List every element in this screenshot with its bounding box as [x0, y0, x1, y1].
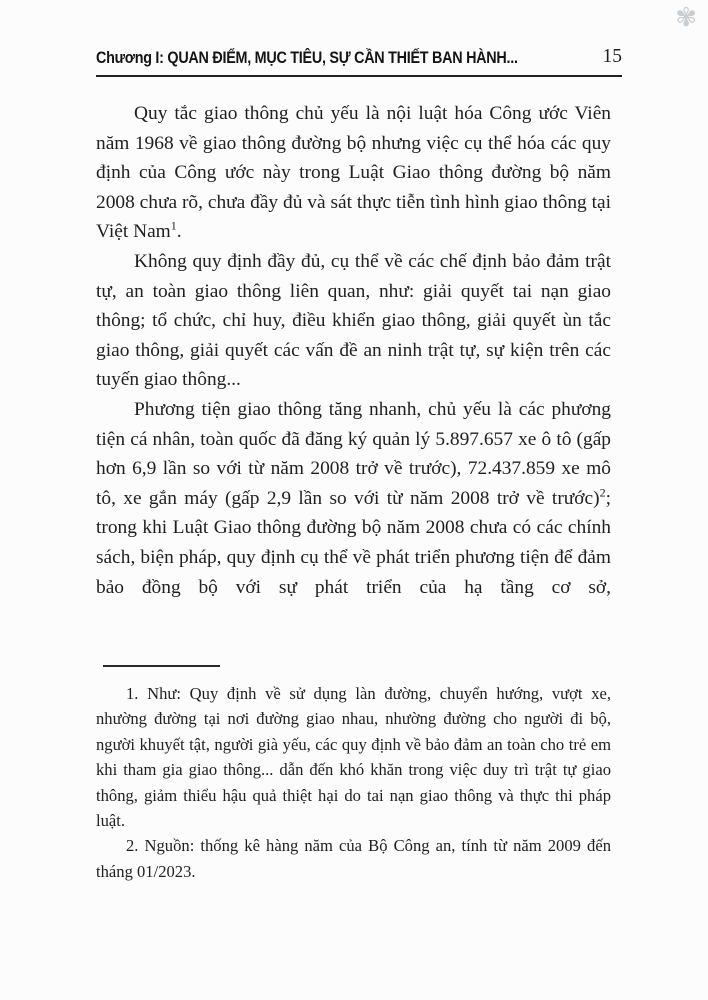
footnote-2: 2. Nguồn: thống kê hàng năm của Bộ Công an, tính từ năm 2009 đến tháng 01/2023.	[96, 836, 611, 881]
paragraph-2	[96, 247, 611, 395]
paragraph-2-text: Không quy định đầy đủ, cụ thể về các chế định bảo đảm trật tự, an toàn giao thông liên quan, như: giải quyết tai nạn giao thông; tổ chức, chỉ huy, điều khiển giao thông, giải quyết ùn tắc giao thông, giải quyết các vấn đề an ninh trật tự, sự kiện trên các tuyến giao thông...	[96, 250, 611, 391]
paragraph-3-text: Phương tiện giao thông tăng nhanh, chủ yếu là các phương tiện cá nhân, toàn quốc đã đăng ký quản lý 5.897.657 xe ô tô (gấp hơn 6,9 lần so với từ năm 2008 trở về trước), 72.437.859 xe mô tô, xe gắn máy (gấp 2,9 lần so với từ năm 2008 trở về trước)	[96, 398, 611, 509]
footnotes-section	[96, 665, 611, 884]
footnote-separator-rule	[103, 665, 220, 667]
body-text	[96, 99, 611, 602]
paragraph-1-text: Quy tắc giao thông chủ yếu là nội luật hóa Công ước Viên năm 1968 về giao thông đường bộ nhưng việc cụ thể hóa các quy định của Công ước này trong Luật Giao thông đường bộ năm 2008 chưa rõ, chưa đầy đủ và sát thực tiễn tình hình giao thông tại Việt Nam	[96, 103, 611, 243]
footnote-marker-1: 1	[170, 218, 177, 233]
footnote-marker-2: 2	[599, 485, 606, 500]
paragraph-1-tail: .	[176, 221, 182, 243]
page-number: 15	[602, 46, 622, 67]
running-chapter-title: Chương I: QUAN ĐIỂM, MỤC TIÊU, SỰ CẦN THIẾT BAN HÀNH...	[96, 49, 518, 67]
paragraph-3	[96, 395, 611, 602]
footnote-1: 1. Như: Quy định về sử dụng làn đường, chuyển hướng, vượt xe, nhường đường tại nơi đường giao nhau, nhường đường cho người đi bộ, người khuyết tật, người già yếu, các quy định về bảo đảm an toàn cho trẻ em khi tham gia giao thông... dẫn đến khó khăn trong việc duy trì trật tự giao thông, giảm thiểu hậu quả thiệt hại do tai nạn giao thông và thực thi pháp luật.	[96, 684, 611, 831]
flower-ornament-icon: ✾	[675, 3, 697, 33]
paragraph-3-tail: ; trong khi Luật Giao thông đường bộ năm 2008 chưa có các chính sách, biện pháp, quy định cụ thể về phát triển phương tiện để đảm bảo đồng bộ với sự phát triển của hạ tầng cơ sở,	[96, 487, 611, 598]
page-header	[96, 46, 622, 77]
paragraph-1	[96, 99, 611, 247]
